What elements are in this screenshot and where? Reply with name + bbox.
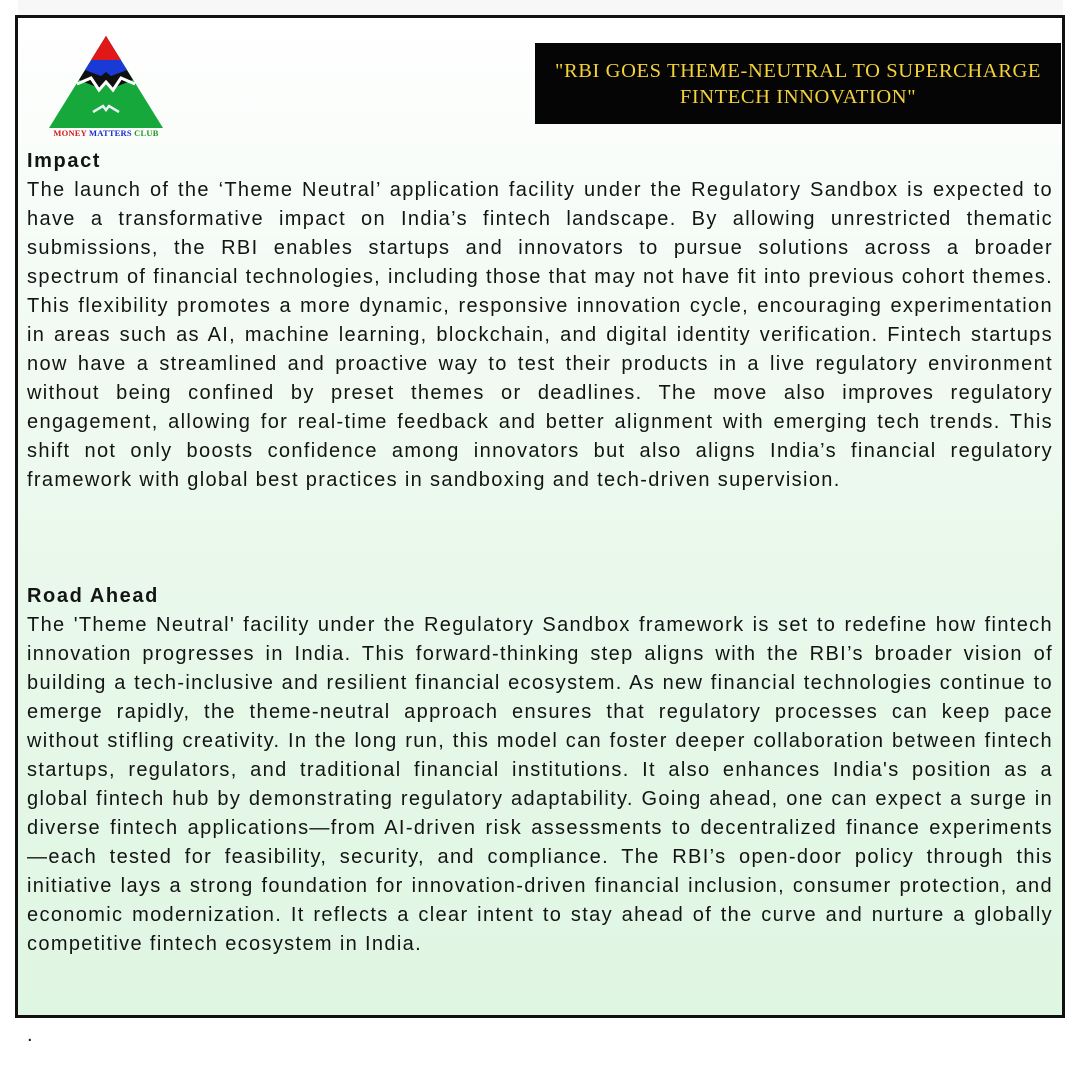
logo-red-peak bbox=[91, 36, 121, 60]
logo-word-matters: MATTERS bbox=[89, 128, 132, 138]
logo-wordmark bbox=[47, 128, 165, 138]
footer-dot: . bbox=[27, 1024, 33, 1046]
pyramid-logo-icon bbox=[47, 32, 165, 130]
logo-word-club: CLUB bbox=[134, 128, 159, 138]
top-strip bbox=[18, 0, 1063, 15]
logo-word-money: MONEY bbox=[53, 128, 87, 138]
impact-paragraph: The launch of the ‘Theme Neutral’ application facility under the Regulatory Sandbox is expected to have a transformative impact on India’s fintech landscape. By allowing unrestricted thematic submissions, the RBI enables startups and innovators to pursue solutions across a broader spectrum of financial technologies, including those that may not have fit into previous cohort themes. This flexibility promotes a more dynamic, responsive innovation cycle, encouraging experimentation in areas such as AI, machine learning, blockchain, and digital identity verification. Fintech startups now have a streamlined and proactive way to test their products in a live regulatory environment without being confined by preset themes or deadlines. The move also improves regulatory engagement, allowing for real-time feedback and better alignment with emerging tech trends. This shift not only boosts confidence among innovators but also aligns India’s financial regulatory framework with global best practices in sandboxing and tech-driven supervision. bbox=[27, 179, 1053, 491]
headline-title: "RBI GOES THEME-NEUTRAL TO SUPERCHARGE FINTECH INNOVATION" bbox=[555, 59, 1041, 108]
money-matters-club-logo bbox=[47, 32, 165, 144]
headline-banner bbox=[535, 43, 1061, 124]
road-ahead-heading: Road Ahead bbox=[27, 585, 159, 607]
road-ahead-paragraph: The 'Theme Neutral' facility under the Regulatory Sandbox framework is set to redefine how fintech innovation progresses in India. This forward-thinking step aligns with the RBI’s broader vision of building a tech-inclusive and resilient financial ecosystem. As new financial technologies continue to emerge rapidly, the theme-neutral approach ensures that regulatory processes can keep pace without stifling creativity. In the long run, this model can foster deeper collaboration between fintech startups, regulators, and traditional financial institutions. It also enhances India's position as a global fintech hub by demonstrating regulatory adaptability. Going ahead, one can expect a surge in diverse fintech applications—from AI-driven risk assessments to decentralized finance experiments—each tested for feasibility, security, and compliance. The RBI’s open-door policy through this initiative lays a strong foundation for innovation-driven financial inclusion, consumer protection, and economic modernization. It reflects a clear intent to stay ahead of the curve and nurture a globally competitive fintech ecosystem in India. bbox=[27, 614, 1053, 955]
impact-heading: Impact bbox=[27, 150, 102, 172]
